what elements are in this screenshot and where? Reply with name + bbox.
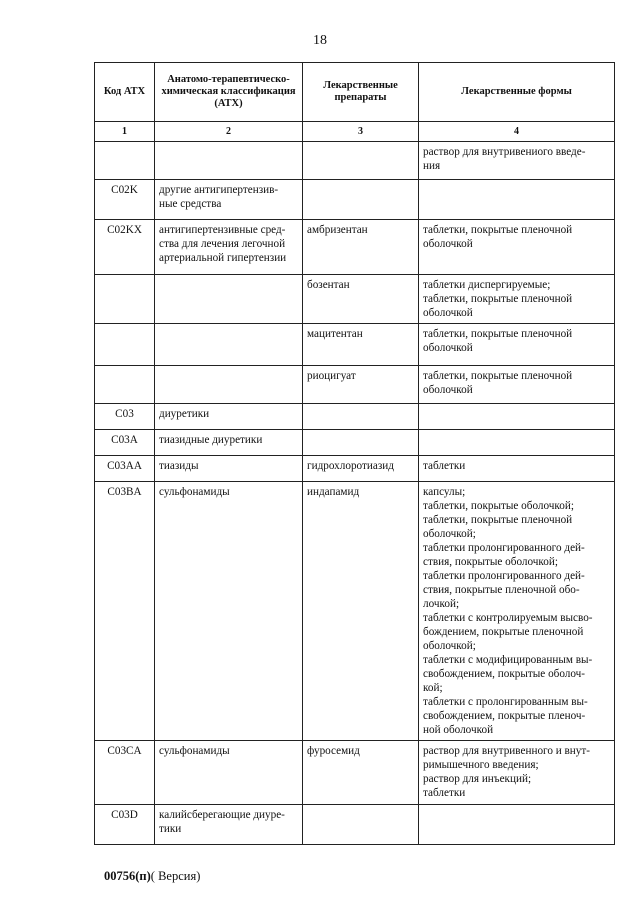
column-number: 4	[419, 122, 615, 142]
cell-atx-code: C03AA	[95, 456, 155, 482]
table-row	[95, 456, 615, 482]
classification-line: другие антигипертензив-	[159, 184, 279, 196]
dosage-form-line: свобождением, покрытые оболоч-	[423, 668, 586, 680]
table-row	[95, 366, 615, 404]
table-row	[95, 180, 615, 220]
dosage-form-line: ствия, покрытые пленочной обо-	[423, 584, 580, 596]
dosage-form-line: бождением, покрытые пленочной	[423, 626, 584, 638]
classification-line: ные средства	[159, 198, 222, 210]
cell-atx-code	[95, 275, 155, 324]
cell-drug: риоцигуат	[303, 366, 419, 404]
dosage-form-line: свобождением, покрытые пленоч-	[423, 710, 586, 722]
cell-dosage-forms	[419, 275, 615, 324]
dosage-form-line: раствор для внутривениого введе-	[423, 146, 586, 158]
cell-atx-code: C03BA	[95, 482, 155, 741]
cell-classification	[155, 456, 303, 482]
dosage-form-line: таблетки, покрытые пленочной	[423, 293, 573, 305]
classification-line: калийсберегающие диуре-	[159, 809, 285, 821]
cell-drug: мацитентан	[303, 324, 419, 366]
cell-drug: гидрохлоротиазид	[303, 456, 419, 482]
version-label: ( Версия)	[150, 869, 201, 883]
dosage-form-line: таблетки пролонгированного дей-	[423, 542, 585, 554]
atx-table	[94, 62, 615, 845]
cell-atx-code: C03D	[95, 805, 155, 845]
cell-dosage-forms	[419, 180, 615, 220]
cell-dosage-forms	[419, 220, 615, 275]
cell-dosage-forms	[419, 456, 615, 482]
dosage-form-line: таблетки	[423, 460, 466, 472]
footer	[104, 869, 200, 884]
header-drugs: Лекарственные препараты	[303, 63, 419, 122]
cell-atx-code: C02K	[95, 180, 155, 220]
cell-classification	[155, 482, 303, 741]
cell-classification	[155, 741, 303, 805]
table-row	[95, 220, 615, 275]
cell-classification	[155, 220, 303, 275]
cell-dosage-forms	[419, 805, 615, 845]
dosage-form-line: ной оболочкой	[423, 724, 494, 736]
cell-classification	[155, 275, 303, 324]
table-row	[95, 404, 615, 430]
cell-atx-code: C02KX	[95, 220, 155, 275]
dosage-form-line: таблетки, покрытые пленочной	[423, 514, 573, 526]
cell-dosage-forms	[419, 430, 615, 456]
dosage-form-line: таблетки, покрытые пленочной	[423, 370, 573, 382]
header-code: Код АТХ	[95, 63, 155, 122]
cell-atx-code	[95, 324, 155, 366]
page-number: 18	[313, 33, 327, 48]
table-row	[95, 805, 615, 845]
cell-dosage-forms	[419, 482, 615, 741]
table-row	[95, 741, 615, 805]
dosage-form-line: раствор для внутривенного и внут-	[423, 745, 591, 757]
header-classification: Анатомо-терапевтическо-химическая классификация (АТХ)	[155, 63, 303, 122]
dosage-form-line: оболочкой	[423, 307, 473, 319]
dosage-form-line: таблетки, покрытые пленочной	[423, 328, 573, 340]
cell-atx-code: C03	[95, 404, 155, 430]
cell-drug	[303, 142, 419, 180]
column-number: 1	[95, 122, 155, 142]
table-row	[95, 324, 615, 366]
cell-dosage-forms	[419, 324, 615, 366]
cell-dosage-forms	[419, 366, 615, 404]
table-row	[95, 275, 615, 324]
dosage-form-line: раствор для инъекций;	[423, 773, 532, 785]
dosage-form-line: таблетки с модифицированным вы-	[423, 654, 593, 666]
column-number-row	[95, 122, 615, 142]
dosage-form-line: таблетки с пролонгированным вы-	[423, 696, 588, 708]
cell-atx-code	[95, 142, 155, 180]
dosage-form-line: лочкой;	[423, 598, 460, 610]
dosage-form-line: оболочкой	[423, 342, 473, 354]
header-forms: Лекарственные формы	[419, 63, 615, 122]
document-code: 00756(п)	[104, 869, 151, 883]
cell-classification	[155, 430, 303, 456]
classification-line: антигипертензивные сред-	[159, 224, 286, 236]
dosage-form-line: оболочкой;	[423, 640, 476, 652]
dosage-form-line: оболочкой	[423, 238, 473, 250]
dosage-form-line: кой;	[423, 682, 443, 694]
dosage-form-line: таблетки, покрытые пленочной	[423, 224, 573, 236]
cell-classification	[155, 180, 303, 220]
cell-drug: индапамид	[303, 482, 419, 741]
classification-line: ства для лечения легочной	[159, 238, 286, 250]
cell-atx-code: C03CA	[95, 741, 155, 805]
cell-atx-code: C03A	[95, 430, 155, 456]
classification-line: сульфонамиды	[159, 486, 230, 498]
cell-classification	[155, 404, 303, 430]
column-number: 2	[155, 122, 303, 142]
cell-drug: амбризентан	[303, 220, 419, 275]
dosage-form-line: капсулы;	[423, 486, 466, 498]
cell-drug	[303, 180, 419, 220]
cell-drug	[303, 805, 419, 845]
classification-line: тиазиды	[159, 460, 199, 472]
cell-atx-code	[95, 366, 155, 404]
cell-dosage-forms	[419, 404, 615, 430]
dosage-form-line: таблетки	[423, 787, 466, 799]
cell-classification	[155, 805, 303, 845]
dosage-form-line: таблетки диспергируемые;	[423, 279, 551, 291]
column-number: 3	[303, 122, 419, 142]
dosage-form-line: ствия, покрытые оболочкой;	[423, 556, 558, 568]
dosage-form-line: оболочкой	[423, 384, 473, 396]
cell-drug	[303, 430, 419, 456]
cell-classification	[155, 324, 303, 366]
classification-line: диуретики	[159, 408, 210, 420]
table-row	[95, 142, 615, 180]
dosage-form-line: таблетки, покрытые оболочкой;	[423, 500, 574, 512]
dosage-form-line: таблетки пролонгированного дей-	[423, 570, 585, 582]
cell-drug	[303, 404, 419, 430]
cell-drug: фуросемид	[303, 741, 419, 805]
dosage-form-line: римышечного введения;	[423, 759, 539, 771]
classification-line: тиазидные диуретики	[159, 434, 263, 446]
table-body	[95, 142, 615, 845]
cell-dosage-forms	[419, 142, 615, 180]
cell-drug: бозентан	[303, 275, 419, 324]
cell-classification	[155, 366, 303, 404]
classification-line: сульфонамиды	[159, 745, 230, 757]
table-header-row	[95, 63, 615, 122]
dosage-form-line: оболочкой;	[423, 528, 476, 540]
classification-line: артериальной гипертензии	[159, 252, 287, 264]
cell-classification	[155, 142, 303, 180]
cell-dosage-forms	[419, 741, 615, 805]
dosage-form-line: ния	[423, 160, 441, 172]
dosage-form-line: таблетки с контролируемым высво-	[423, 612, 593, 624]
table-row	[95, 482, 615, 741]
table-row	[95, 430, 615, 456]
classification-line: тики	[159, 823, 182, 835]
